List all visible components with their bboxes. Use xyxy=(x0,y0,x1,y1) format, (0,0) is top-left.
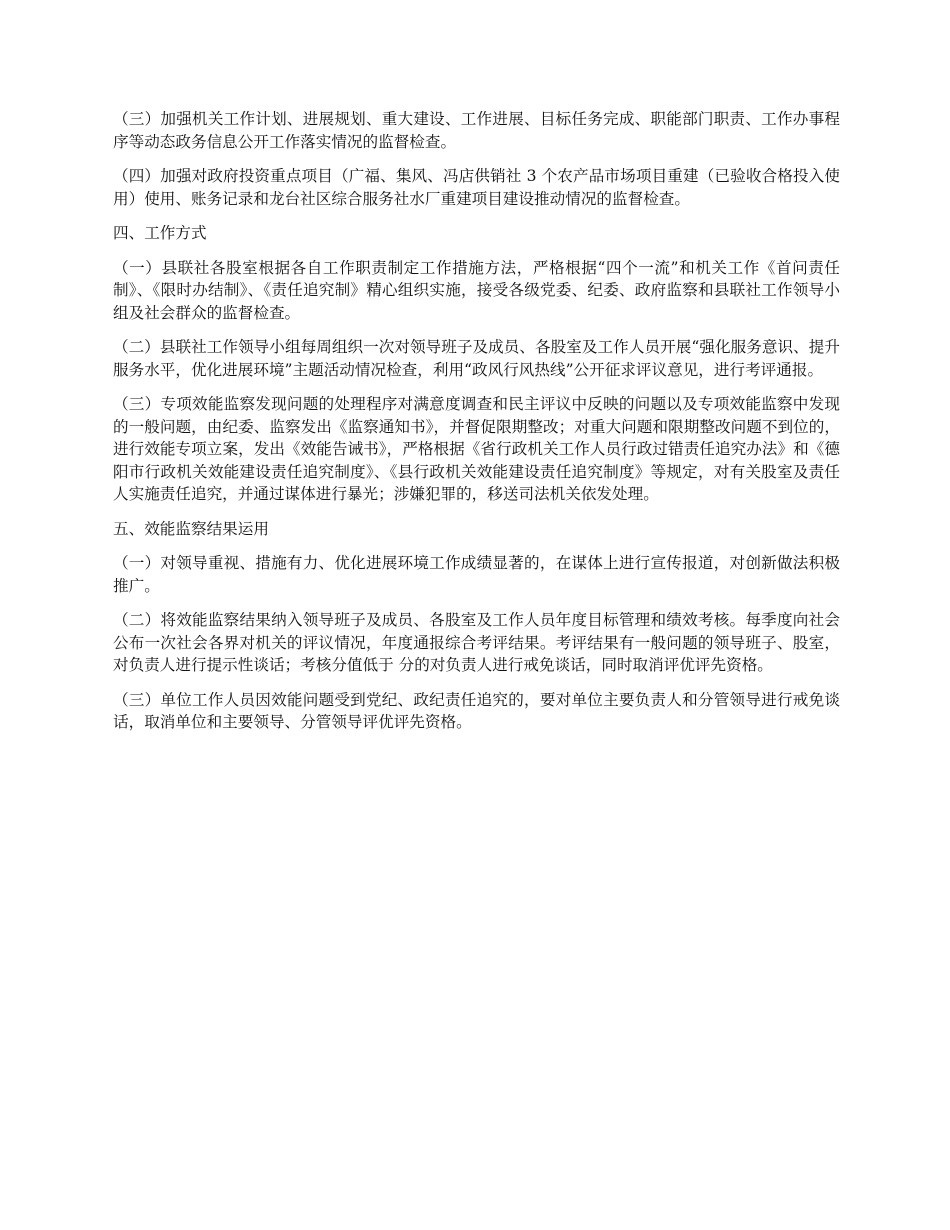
paragraph-4-3: （三）专项效能监察发现问题的处理程序对满意度调查和民主评议中反映的问题以及专项效能监察中发现的一般问题，由纪委、监察发出《监察通知书》，并督促限期整改；对重大问题和限期整改问题不到位的，进行效能专项立案，发出《效能告诫书》，严格根据《省行政机关工作人员行政过错责任追究办法》和《德阳市行政机关效能建设责任追究制度》、《县行政机关效能建设责任追究制度》等规定，对有关股室及责任人实施责任追究，并通过谋体进行暴光；涉嫌犯罪的，移送司法机关依发处理。 xyxy=(113,395,840,503)
paragraph-4-1: （一）县联社各股室根据各自工作职责制定工作措施方法，严格根据“四个一流”和机关工作《首问责任制》、《限时办结制》、《责任追究制》精心组织实施，接受各级党委、纪委、政府监察和县联社工作领导小组及社会群众的监督检查。 xyxy=(113,258,840,322)
paragraph-5-2: （二）将效能监察结果纳入领导班子及成员、各股室及工作人员年度目标管理和绩效考核。每季度向社会公布一次社会各界对机关的评议情况，年度通报综合考评结果。考评结果有一般问题的领导班子、股室，对负责人进行提示性谈话；考核分值低于 分的对负责人进行戒免谈话，同时取消评优评先资格。 xyxy=(113,611,840,674)
paragraph-3-2: （四）加强对政府投资重点项目（广福、集风、冯店供销社 3 个农产品市场项目重建（已验收合格投入使用）使用、账务记录和龙台社区综合服务社水厂重建项目建设推动情况的监督检查。 xyxy=(113,167,840,208)
section-heading-5: 五、效能监察结果运用 xyxy=(113,519,269,538)
section-heading-4: 四、工作方式 xyxy=(113,224,207,242)
document-page xyxy=(113,108,840,746)
paragraph-4-2: （二）县联社工作领导小组每周组织一次对领导班子及成员、各股室及工作人员开展“强化服务意识、提升服务水平，优化进展环境”主题活动情况检查，利用“政风行风热线”公开征求评议意见，进行考评通报。 xyxy=(113,338,840,379)
paragraph-5-1: （一）对领导重视、措施有力、优化进展环境工作成绩显著的，在谋体上进行宣传报道，对创新做法积极推广。 xyxy=(113,554,840,595)
paragraph-5-3: （三）单位工作人员因效能问题受到党纪、政纪责任追究的，要对单位主要负责人和分管领导进行戒免谈话，取消单位和主要领导、分管领导评优评先资格。 xyxy=(113,690,840,731)
paragraph-3-1: （三）加强机关工作计划、进展规划、重大建设、工作进展、目标任务完成、职能部门职责、工作办事程序等动态政务信息公开工作落实情况的监督检查。 xyxy=(113,110,840,151)
